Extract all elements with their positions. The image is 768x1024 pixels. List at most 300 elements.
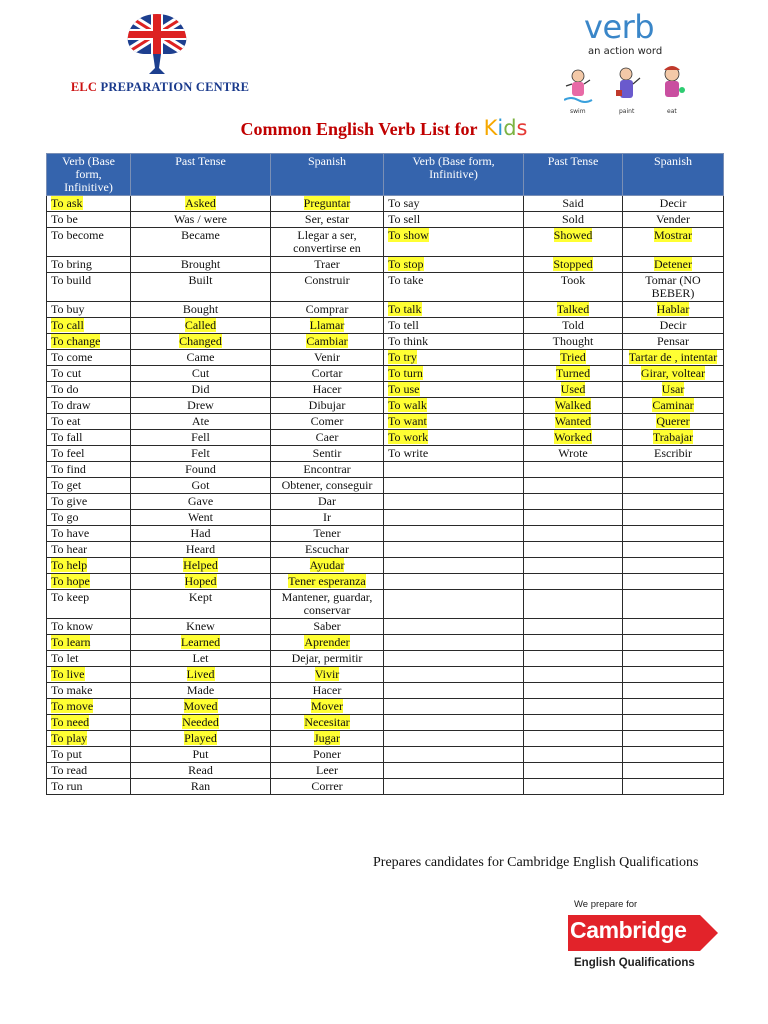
table-row bbox=[47, 667, 724, 683]
table-row bbox=[47, 273, 724, 302]
past-cell bbox=[524, 619, 623, 635]
cell-text: Llamar bbox=[309, 318, 345, 332]
past-cell bbox=[131, 763, 271, 779]
past-cell bbox=[131, 318, 271, 334]
past-cell bbox=[131, 228, 271, 257]
spanish-cell bbox=[623, 779, 724, 795]
cell-text: To build bbox=[51, 273, 92, 287]
verb-cell bbox=[384, 683, 524, 699]
cell-text: Did bbox=[191, 382, 210, 396]
spanish-cell bbox=[271, 430, 384, 446]
spanish-cell bbox=[271, 366, 384, 382]
table-row bbox=[47, 494, 724, 510]
cell-text: Venir bbox=[314, 350, 340, 364]
verb-cell bbox=[47, 302, 131, 318]
cell-text: To show bbox=[388, 228, 429, 242]
cell-text: Tried bbox=[560, 350, 586, 364]
verb-cell bbox=[47, 212, 131, 228]
cell-text: Poner bbox=[313, 747, 341, 761]
table-row bbox=[47, 619, 724, 635]
cell-text: Called bbox=[184, 318, 217, 332]
past-cell bbox=[131, 334, 271, 350]
past-cell bbox=[131, 494, 271, 510]
cell-text: Hacer bbox=[312, 683, 342, 697]
cell-text: Dejar, permitir bbox=[291, 651, 363, 665]
column-header: Spanish bbox=[271, 154, 384, 196]
spanish-cell bbox=[271, 446, 384, 462]
verb-cell bbox=[47, 526, 131, 542]
spanish-cell bbox=[623, 228, 724, 257]
table-row bbox=[47, 635, 724, 651]
cell-text: To learn bbox=[51, 635, 91, 649]
cell-text: To feel bbox=[51, 446, 85, 460]
past-cell bbox=[131, 366, 271, 382]
spanish-cell bbox=[271, 302, 384, 318]
spanish-cell bbox=[623, 318, 724, 334]
table-row bbox=[47, 196, 724, 212]
cell-text: Wanted bbox=[554, 414, 592, 428]
past-cell bbox=[131, 542, 271, 558]
verb-cell bbox=[384, 779, 524, 795]
cell-text: Felt bbox=[191, 446, 210, 460]
verb-word: verb bbox=[584, 8, 655, 46]
past-cell bbox=[524, 318, 623, 334]
verb-cell bbox=[384, 699, 524, 715]
cell-text: Made bbox=[186, 683, 215, 697]
past-cell bbox=[524, 715, 623, 731]
spanish-cell bbox=[623, 635, 724, 651]
spanish-cell bbox=[623, 196, 724, 212]
cell-text: To hope bbox=[51, 574, 90, 588]
verb-cell bbox=[47, 462, 131, 478]
verb-cell bbox=[47, 683, 131, 699]
table-row bbox=[47, 574, 724, 590]
table-row bbox=[47, 462, 724, 478]
spanish-cell bbox=[623, 747, 724, 763]
spanish-cell bbox=[271, 747, 384, 763]
past-cell bbox=[524, 590, 623, 619]
cell-text: Changed bbox=[179, 334, 222, 348]
past-cell bbox=[131, 683, 271, 699]
cell-text: Hoped bbox=[184, 574, 217, 588]
verb-cell bbox=[47, 257, 131, 273]
spanish-cell bbox=[271, 558, 384, 574]
kids-word: Kids bbox=[483, 116, 528, 140]
verb-cell bbox=[47, 228, 131, 257]
verb-cell bbox=[384, 257, 524, 273]
verb-cell bbox=[47, 763, 131, 779]
past-cell bbox=[524, 542, 623, 558]
union-flag-tree-icon bbox=[122, 12, 192, 76]
cell-text: Asked bbox=[185, 196, 216, 210]
verb-illustration bbox=[528, 8, 718, 116]
spanish-cell bbox=[623, 683, 724, 699]
cell-text: Built bbox=[188, 273, 213, 287]
spanish-cell bbox=[623, 414, 724, 430]
cell-text: Put bbox=[192, 747, 209, 761]
cell-text: To know bbox=[51, 619, 94, 633]
cell-text: To want bbox=[388, 414, 427, 428]
cell-text: To make bbox=[51, 683, 93, 697]
table-row bbox=[47, 430, 724, 446]
cell-text: Walked bbox=[554, 398, 592, 412]
verb-cell bbox=[47, 699, 131, 715]
spanish-cell bbox=[271, 462, 384, 478]
page-title: Common English Verb List for Kids bbox=[240, 116, 528, 140]
kids-figures-icon bbox=[564, 60, 694, 116]
table-row bbox=[47, 257, 724, 273]
past-cell bbox=[524, 574, 623, 590]
verb-cell bbox=[384, 667, 524, 683]
cell-text: To find bbox=[51, 462, 86, 476]
spanish-cell bbox=[623, 667, 724, 683]
cell-text: Escribir bbox=[654, 446, 692, 460]
cell-text: Lived bbox=[186, 667, 215, 681]
table-row bbox=[47, 334, 724, 350]
cell-text: To be bbox=[51, 212, 78, 226]
past-cell bbox=[524, 763, 623, 779]
spanish-cell bbox=[623, 526, 724, 542]
verb-cell bbox=[47, 350, 131, 366]
verb-cell bbox=[384, 382, 524, 398]
swim-figure-icon bbox=[564, 70, 592, 102]
table-row bbox=[47, 779, 724, 795]
cell-text: Ir bbox=[323, 510, 331, 524]
cell-text: Took bbox=[560, 273, 586, 287]
cell-text: Ate bbox=[191, 414, 210, 428]
verb-cell bbox=[384, 228, 524, 257]
past-cell bbox=[524, 478, 623, 494]
past-cell bbox=[524, 494, 623, 510]
cell-text: Encontrar bbox=[303, 462, 351, 476]
spanish-cell bbox=[623, 478, 724, 494]
eat-figure-icon bbox=[664, 66, 685, 97]
cell-text: Ayudar bbox=[309, 558, 345, 572]
column-header: Past Tense bbox=[524, 154, 623, 196]
past-cell bbox=[131, 350, 271, 366]
spanish-cell bbox=[623, 212, 724, 228]
spanish-cell bbox=[623, 494, 724, 510]
cell-text: Decir bbox=[659, 318, 687, 332]
verb-cell bbox=[47, 446, 131, 462]
spanish-cell bbox=[271, 334, 384, 350]
cell-text: To keep bbox=[51, 590, 90, 604]
cell-text: To do bbox=[51, 382, 79, 396]
spanish-cell bbox=[271, 731, 384, 747]
cell-text: Turned bbox=[555, 366, 591, 380]
cell-text: To come bbox=[51, 350, 93, 364]
spanish-cell bbox=[623, 763, 724, 779]
cell-text: Found bbox=[185, 462, 216, 476]
cell-text: Wrote bbox=[558, 446, 588, 460]
verb-cell bbox=[47, 494, 131, 510]
verb-cell bbox=[47, 731, 131, 747]
past-cell bbox=[524, 414, 623, 430]
verb-cell bbox=[384, 763, 524, 779]
verb-cell bbox=[47, 651, 131, 667]
column-header: Verb (Base form, Infinitive) bbox=[384, 154, 524, 196]
verb-cell bbox=[384, 715, 524, 731]
cambridge-logo bbox=[560, 895, 720, 975]
cell-text: Helped bbox=[183, 558, 218, 572]
verb-cell bbox=[384, 526, 524, 542]
cell-text: Stopped bbox=[553, 257, 593, 271]
spanish-cell bbox=[271, 619, 384, 635]
table-row bbox=[47, 590, 724, 619]
past-cell bbox=[131, 590, 271, 619]
spanish-cell bbox=[623, 542, 724, 558]
table-row bbox=[47, 731, 724, 747]
table-row bbox=[47, 302, 724, 318]
cell-text: Leer bbox=[316, 763, 338, 777]
cell-text: Girar, voltear bbox=[640, 366, 706, 380]
cell-text: To eat bbox=[51, 414, 81, 428]
spanish-cell bbox=[623, 619, 724, 635]
cell-text: Ran bbox=[190, 779, 211, 793]
spanish-cell bbox=[623, 398, 724, 414]
spanish-cell bbox=[271, 382, 384, 398]
cell-text: To sell bbox=[388, 212, 421, 226]
table-row bbox=[47, 699, 724, 715]
table-row bbox=[47, 228, 724, 257]
past-cell bbox=[131, 651, 271, 667]
spanish-cell bbox=[271, 228, 384, 257]
cell-text: Construir bbox=[304, 273, 350, 287]
cell-text: Used bbox=[560, 382, 586, 396]
verb-cell bbox=[384, 302, 524, 318]
spanish-cell bbox=[271, 257, 384, 273]
cell-text: To run bbox=[51, 779, 83, 793]
cell-text: To put bbox=[51, 747, 82, 761]
cell-text: To let bbox=[51, 651, 79, 665]
cell-text: To write bbox=[388, 446, 429, 460]
table-row bbox=[47, 715, 724, 731]
table-row bbox=[47, 414, 724, 430]
verb-cell bbox=[384, 350, 524, 366]
past-cell bbox=[131, 667, 271, 683]
cell-text: To stop bbox=[388, 257, 424, 271]
table-row bbox=[47, 526, 724, 542]
cell-text: Comprar bbox=[305, 302, 349, 316]
spanish-cell bbox=[623, 462, 724, 478]
verb-cell bbox=[47, 542, 131, 558]
cell-text: To go bbox=[51, 510, 79, 524]
spanish-cell bbox=[271, 590, 384, 619]
cell-text: To read bbox=[51, 763, 88, 777]
spanish-cell bbox=[623, 273, 724, 302]
past-cell bbox=[131, 731, 271, 747]
verb-cell bbox=[384, 462, 524, 478]
cell-text: To draw bbox=[51, 398, 91, 412]
spanish-cell bbox=[271, 398, 384, 414]
cell-text: Saber bbox=[313, 619, 341, 633]
spanish-cell bbox=[271, 651, 384, 667]
cell-text: Sentir bbox=[312, 446, 342, 460]
verb-cell bbox=[384, 619, 524, 635]
spanish-cell bbox=[271, 763, 384, 779]
cell-text: Hablar bbox=[656, 302, 690, 316]
verb-cell bbox=[47, 398, 131, 414]
cell-text: To take bbox=[388, 273, 424, 287]
spanish-cell bbox=[623, 446, 724, 462]
past-cell bbox=[524, 334, 623, 350]
spanish-cell bbox=[271, 779, 384, 795]
past-cell bbox=[131, 478, 271, 494]
verb-cell bbox=[47, 667, 131, 683]
cell-text: Preguntar bbox=[303, 196, 351, 210]
spanish-cell bbox=[271, 715, 384, 731]
spanish-cell bbox=[271, 478, 384, 494]
cell-text: To think bbox=[388, 334, 429, 348]
cell-text: To cut bbox=[51, 366, 82, 380]
spanish-cell bbox=[271, 196, 384, 212]
cell-text: Let bbox=[192, 651, 209, 665]
past-cell bbox=[524, 779, 623, 795]
spanish-cell bbox=[271, 273, 384, 302]
verb-cell bbox=[47, 558, 131, 574]
cell-text: To play bbox=[51, 731, 88, 745]
verb-cell bbox=[47, 590, 131, 619]
cambridge-qualifications: English Qualifications bbox=[574, 957, 695, 969]
past-cell bbox=[524, 302, 623, 318]
past-cell bbox=[524, 212, 623, 228]
verb-cell bbox=[47, 366, 131, 382]
cell-text: Drew bbox=[187, 398, 214, 412]
cell-text: Tener bbox=[313, 526, 341, 540]
past-cell bbox=[524, 398, 623, 414]
past-cell bbox=[131, 462, 271, 478]
past-cell bbox=[524, 526, 623, 542]
cell-text: Caminar bbox=[652, 398, 694, 412]
verb-cell bbox=[384, 430, 524, 446]
spanish-cell bbox=[623, 302, 724, 318]
past-cell bbox=[524, 462, 623, 478]
verb-cell bbox=[384, 651, 524, 667]
column-header: Verb (Base form, Infinitive) bbox=[47, 154, 131, 196]
spanish-cell bbox=[623, 382, 724, 398]
cell-text: Llegar a ser, convertirse en bbox=[293, 228, 361, 255]
cell-text: Told bbox=[562, 318, 584, 332]
cell-text: Got bbox=[191, 478, 210, 492]
past-cell bbox=[131, 510, 271, 526]
cell-text: Cortar bbox=[311, 366, 343, 380]
spanish-cell bbox=[271, 414, 384, 430]
past-cell bbox=[131, 212, 271, 228]
cell-text: To need bbox=[51, 715, 90, 729]
cell-text: Read bbox=[188, 763, 213, 777]
spanish-cell bbox=[623, 590, 724, 619]
cell-text: Vivir bbox=[314, 667, 340, 681]
verb-cell bbox=[384, 510, 524, 526]
table-row bbox=[47, 651, 724, 667]
verb-cell bbox=[384, 494, 524, 510]
cell-text: Detener bbox=[654, 257, 692, 271]
verb-cell bbox=[384, 366, 524, 382]
cell-text: Dibujar bbox=[308, 398, 346, 412]
spanish-cell bbox=[623, 715, 724, 731]
cell-text: Caer bbox=[315, 430, 339, 444]
table-row bbox=[47, 350, 724, 366]
cell-text: Went bbox=[187, 510, 214, 524]
figure-label-paint: paint bbox=[619, 108, 635, 115]
cell-text: To give bbox=[51, 494, 88, 508]
past-cell bbox=[524, 196, 623, 212]
verb-cell bbox=[47, 414, 131, 430]
cell-text: Played bbox=[184, 731, 217, 745]
past-cell bbox=[131, 273, 271, 302]
verb-cell bbox=[384, 334, 524, 350]
spanish-cell bbox=[271, 526, 384, 542]
cell-text: Learned bbox=[180, 635, 221, 649]
cell-text: Hacer bbox=[312, 382, 342, 396]
table-row bbox=[47, 478, 724, 494]
cell-text: Escuchar bbox=[305, 542, 349, 556]
cell-text: To bring bbox=[51, 257, 92, 271]
cell-text: To live bbox=[51, 667, 85, 681]
cell-text: Showed bbox=[553, 228, 593, 242]
cell-text: Moved bbox=[183, 699, 218, 713]
table-row bbox=[47, 366, 724, 382]
past-cell bbox=[131, 747, 271, 763]
past-cell bbox=[524, 699, 623, 715]
table-row bbox=[47, 446, 724, 462]
cell-text: Worked bbox=[554, 430, 592, 444]
table-row bbox=[47, 763, 724, 779]
past-cell bbox=[131, 302, 271, 318]
table-row bbox=[47, 747, 724, 763]
past-cell bbox=[131, 382, 271, 398]
verb-cell bbox=[47, 715, 131, 731]
spanish-cell bbox=[623, 366, 724, 382]
cell-text: To turn bbox=[388, 366, 423, 380]
cell-text: Cambiar bbox=[306, 334, 348, 348]
spanish-cell bbox=[271, 212, 384, 228]
past-cell bbox=[524, 382, 623, 398]
past-cell bbox=[524, 510, 623, 526]
cell-text: To tell bbox=[388, 318, 419, 332]
past-cell bbox=[524, 446, 623, 462]
past-cell bbox=[131, 715, 271, 731]
past-cell bbox=[524, 366, 623, 382]
cell-text: To buy bbox=[51, 302, 85, 316]
verb-cell bbox=[47, 510, 131, 526]
verb-cell bbox=[47, 478, 131, 494]
past-cell bbox=[524, 667, 623, 683]
verb-cell bbox=[384, 542, 524, 558]
cell-text: To become bbox=[51, 228, 104, 242]
verb-cell bbox=[384, 747, 524, 763]
cell-text: Had bbox=[190, 526, 211, 540]
cell-text: Knew bbox=[186, 619, 215, 633]
footer-tagline: Prepares candidates for Cambridge English Qualifications bbox=[373, 855, 699, 870]
cell-text: Became bbox=[181, 228, 220, 242]
table-row bbox=[47, 212, 724, 228]
column-header: Past Tense bbox=[131, 154, 271, 196]
verb-cell bbox=[384, 398, 524, 414]
figure-label-swim: swim bbox=[570, 108, 586, 115]
cell-text: Dar bbox=[318, 494, 336, 508]
column-header: Spanish bbox=[623, 154, 724, 196]
spanish-cell bbox=[271, 574, 384, 590]
past-cell bbox=[524, 558, 623, 574]
past-cell bbox=[131, 699, 271, 715]
verb-cell bbox=[47, 619, 131, 635]
past-cell bbox=[131, 398, 271, 414]
verb-cell bbox=[47, 382, 131, 398]
cell-text: Tomar (NO BEBER) bbox=[645, 273, 701, 300]
table-row bbox=[47, 510, 724, 526]
cell-text: Heard bbox=[185, 542, 216, 556]
